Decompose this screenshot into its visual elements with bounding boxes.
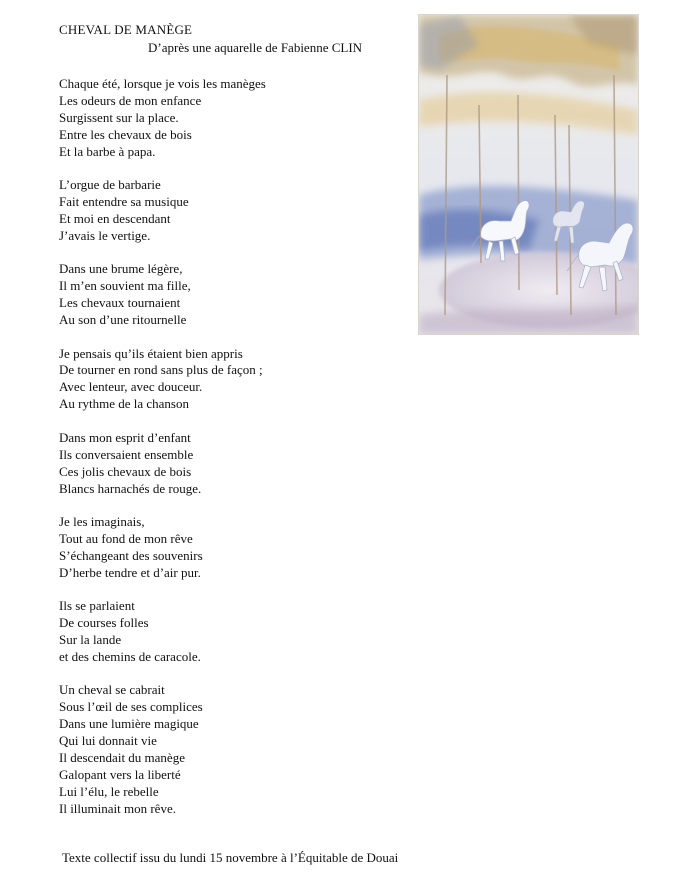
stanza bbox=[59, 682, 399, 817]
poem-footer: Texte collectif issu du lundi 15 novembre à l’Équitable de Douai bbox=[62, 850, 399, 865]
poem-line: Qui lui donnait vie bbox=[59, 733, 157, 749]
carousel-painting-svg bbox=[419, 15, 638, 334]
poem-body bbox=[59, 76, 399, 834]
poem-line: De courses folles bbox=[59, 615, 149, 631]
poem-line: Les chevaux tournaient bbox=[59, 295, 181, 311]
poem-line: Au rythme de la chanson bbox=[59, 396, 189, 412]
stanza bbox=[59, 261, 399, 329]
poem-line: Chaque été, lorsque je vois les manèges bbox=[59, 76, 266, 91]
poem-line: D’herbe tendre et d’air pur. bbox=[59, 564, 201, 580]
poem-line: Galopant vers la liberté bbox=[59, 766, 181, 782]
poem-line: Sous l’œil de ses complices bbox=[59, 699, 203, 715]
stanza bbox=[59, 177, 399, 245]
poem-line: Je pensais qu’ils étaient bien appris bbox=[59, 345, 243, 361]
poem-line: et des chemins de caracole. bbox=[59, 648, 201, 664]
poem-line: Surgissent sur la place. bbox=[59, 109, 179, 125]
poem-line: Blancs harnachés de rouge. bbox=[59, 480, 202, 496]
poem-line: Les odeurs de mon enfance bbox=[59, 92, 202, 108]
poem-line: Il illuminait mon rêve. bbox=[59, 800, 176, 816]
stanza bbox=[59, 598, 399, 666]
poem-line: Ils conversaient ensemble bbox=[59, 446, 194, 462]
carousel-watercolor-image bbox=[418, 14, 639, 335]
poem-line: Et la barbe à papa. bbox=[59, 143, 156, 159]
poem-line: Il descendait du manège bbox=[59, 750, 185, 766]
poem-line: Dans une lumière magique bbox=[59, 716, 199, 732]
poem-line: S’échangeant des souvenirs bbox=[59, 547, 203, 563]
poem-line: Un cheval se cabrait bbox=[59, 682, 165, 698]
stanza bbox=[59, 514, 399, 582]
poem-line: Et moi en descendant bbox=[59, 210, 171, 226]
poem-line: Je les imaginais, bbox=[59, 514, 145, 529]
poem-line: Ces jolis chevaux de bois bbox=[59, 463, 192, 479]
poem-line: L’orgue de barbarie bbox=[59, 177, 161, 193]
poem-line: Lui l’élu, le rebelle bbox=[59, 783, 159, 799]
stanza bbox=[59, 430, 399, 498]
stanza bbox=[59, 346, 399, 414]
poem-line: De tourner en rond sans plus de façon ; bbox=[59, 362, 263, 378]
poem-line: Il m’en souvient ma fille, bbox=[59, 278, 191, 294]
poem-line: Entre les chevaux de bois bbox=[59, 126, 192, 142]
poem-line: Dans une brume légère, bbox=[59, 261, 183, 277]
poem-line: J’avais le vertige. bbox=[59, 227, 151, 243]
poem-line: Sur la lande bbox=[59, 632, 122, 648]
poem-line: Fait entendre sa musique bbox=[59, 194, 189, 210]
poem-line: Ils se parlaient bbox=[59, 598, 135, 614]
poem-line: Dans mon esprit d’enfant bbox=[59, 429, 191, 445]
poem-subtitle: D’après une aquarelle de Fabienne CLIN bbox=[148, 40, 363, 55]
poem-line: Au son d’une ritournelle bbox=[59, 312, 187, 328]
poem-title: CHEVAL DE MANÈGE bbox=[59, 22, 193, 37]
stanza bbox=[59, 76, 399, 161]
poem-line: Tout au fond de mon rêve bbox=[59, 530, 193, 546]
poem-line: Avec lenteur, avec douceur. bbox=[59, 379, 203, 395]
